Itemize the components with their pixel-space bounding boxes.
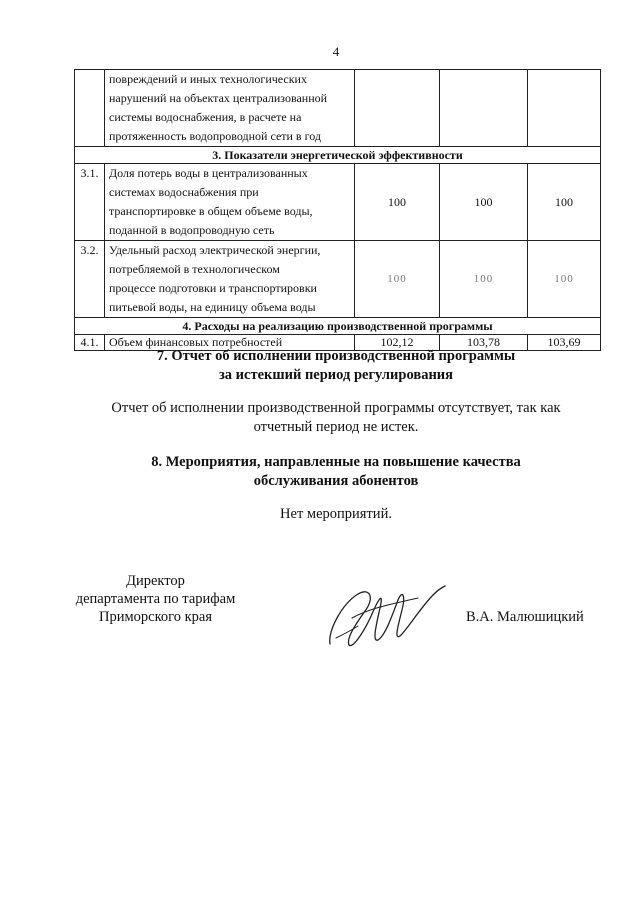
row-description: Объем финансовых потребностей — [105, 335, 355, 351]
table-row-continuation — [75, 70, 601, 147]
value-cell: 100 — [440, 241, 528, 318]
value-cell: 100 — [355, 241, 440, 318]
row-description: Доля потерь воды в централизованных системах водоснабжения при транспортировке в общем объеме воды, поданной в водопроводную сеть — [105, 164, 355, 241]
value-cell: 103,69 — [528, 335, 601, 351]
signatory-title: Директор департамента по тарифам Приморского края — [75, 573, 236, 625]
table-row-3-1 — [75, 164, 601, 241]
section-4-header-row — [75, 318, 601, 335]
handwritten-signature — [322, 578, 447, 653]
signatory-name: В.А. Малюшицкий — [466, 609, 584, 625]
row-number: 3.1. — [75, 164, 105, 241]
value-cell: 102,12 — [355, 335, 440, 351]
table-row-3-2 — [75, 241, 601, 318]
value-cell: 100 — [528, 164, 601, 241]
section-7-text: Отчет об исполнении производственной программы отсутствует, так как отчетный период не истек. — [111, 400, 561, 435]
page-number: 4 — [332, 44, 340, 59]
section-3-title: 3. Показатели энергетической эффективности — [75, 147, 601, 164]
value-cell — [355, 70, 440, 147]
row-number — [75, 70, 105, 147]
row-description: повреждений и иных технологических нарушений на объектах централизованной системы водоснабжения, в расчете на протяженность водопроводной сети в год — [105, 70, 355, 147]
value-cell — [440, 70, 528, 147]
section-8-heading: 8. Мероприятия, направленные на повышение качества обслуживания абонентов — [151, 454, 521, 489]
value-cell: 103,78 — [440, 335, 528, 351]
value-cell — [528, 70, 601, 147]
row-number: 4.1. — [75, 335, 105, 351]
value-cell: 100 — [528, 241, 601, 318]
section-8-text: Нет мероприятий. — [280, 506, 392, 522]
section-7-heading: 7. Отчет об исполнении производственной программы за истекший период регулирования — [156, 348, 516, 383]
section-4-title: 4. Расходы на реализацию производственной программы — [75, 318, 601, 335]
value-cell: 100 — [355, 164, 440, 241]
row-number: 3.2. — [75, 241, 105, 318]
section-3-header-row — [75, 147, 601, 164]
indicators-table — [74, 69, 601, 351]
value-cell: 100 — [440, 164, 528, 241]
row-description: Удельный расход электрической энергии, потребляемой в технологическом процессе подготовки и транспортировки питьевой воды, на единицу объема воды — [105, 241, 355, 318]
